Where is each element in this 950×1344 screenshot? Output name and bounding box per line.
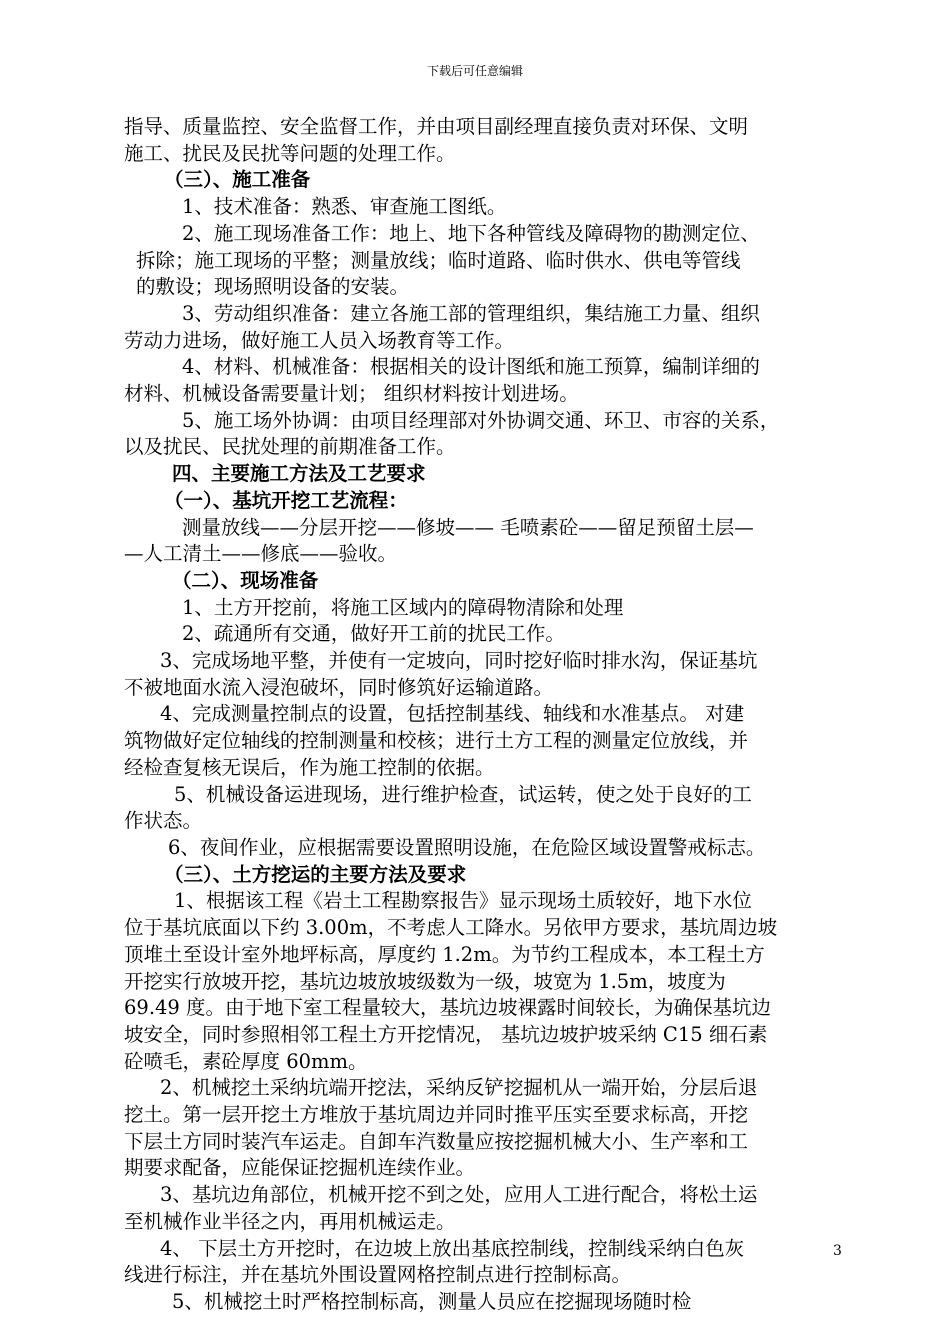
body-text-line: 下层土方同时装汽车运走。自卸车汽数量应按挖掘机械大小、生产率和工 <box>124 1129 749 1153</box>
body-text-line: 测量放线——分层开挖——修坡—— 毛喷素砼——留足预留土层— <box>182 515 754 539</box>
body-text-line: 开挖实行放坡开挖，基坑边坡放坡级数为一级，坡宽为 1.5m，坡度为 <box>124 969 726 993</box>
body-text-line: 3、基坑边角部位，机械开挖不到之处，应用人工进行配合，将松土运 <box>160 1183 758 1207</box>
page-header: 下载后可任意编辑 <box>426 64 523 78</box>
body-text-line: 69.49 度。由于地下室工程量较大，基坑边坡裸露时间较长，为确保基坑边 <box>124 996 772 1020</box>
body-text-line: 的敷设；现场照明设备的安装。 <box>136 275 410 299</box>
body-text-line: 2、机械挖土采纳坑端开挖法，采纳反铲挖掘机从一端开始，分层后退 <box>160 1076 758 1100</box>
body-text-line: 作状态。 <box>124 809 203 833</box>
body-text-line: 1、土方开挖前，将施工区域内的障碍物清除和处理 <box>182 595 624 619</box>
body-text-line: 施工、扰民及民扰等问题的处理工作。 <box>124 141 456 165</box>
body-text-line: 5、机械挖土时严格控制标高，测量人员应在挖掘现场随时检 <box>172 1289 692 1313</box>
body-text-line: 以及扰民、民扰处理的前期准备工作。 <box>124 435 456 459</box>
body-text-line: 期要求配备，应能保证挖掘机连续作业。 <box>124 1156 476 1180</box>
body-text-line: 位于基坑底面以下约 3.00m，不考虑人工降水。另依甲方要求，基坑周边坡 <box>124 916 778 940</box>
section-heading: （二）、现场准备 <box>172 568 319 592</box>
section-heading: 四、主要施工方法及工艺要求 <box>172 462 426 486</box>
body-text-line: 4、完成测量控制点的设置，包括控制基线、轴线和水准基点。 对建 <box>160 702 745 726</box>
body-text-line: —人工清土——修底——验收。 <box>124 542 398 566</box>
section-heading: （一）、基坑开挖工艺流程： <box>164 488 408 512</box>
body-text-line: 拆除；施工现场的平整；测量放线；临时道路、临时供水、供电等管线 <box>136 248 741 272</box>
body-text-line: 筑物做好定位轴线的控制测量和校核；进行土方工程的测量定位放线，并 <box>124 729 749 753</box>
body-text-line: 砼喷毛，素砼厚度 60mm。 <box>124 1049 368 1073</box>
body-text-line: 3、完成场地平整，并使有一定坡向，同时挖好临时排水沟，保证基坑 <box>160 649 758 673</box>
body-text-line: 劳动力进场，做好施工人员入场教育等工作。 <box>124 328 515 352</box>
body-text-line: 5、施工场外协调：由项目经理部对外协调交通、环卫、市容的关系， <box>182 408 780 432</box>
body-text-line: 4、材料、机械准备：根据相关的设计图纸和施工预算，编制详细的 <box>182 355 760 379</box>
body-text-line: 4、 下层土方开挖时，在边坡上放出基底控制线，控制线采纳白色灰 <box>160 1236 745 1260</box>
body-text-line: 6、夜间作业，应根据需要设置照明设施，在危险区域设置警戒标志。 <box>168 835 766 859</box>
body-text-line: 坡安全，同时参照相邻工程土方开挖情况， 基坑边坡护坡采纳 C15 细石素 <box>124 1022 768 1046</box>
body-text-line: 5、机械设备运进现场，进行维护检查，试运转，使之处于良好的工 <box>174 782 752 806</box>
body-text-line: 材料、机械设备需要量计划； 组织材料按计划进场。 <box>124 382 579 406</box>
document-body <box>124 114 852 1316</box>
body-text-line: 2、施工现场准备工作：地上、地下各种管线及障碍物的勘测定位、 <box>182 221 760 245</box>
section-heading: （三）、施工准备 <box>164 168 311 192</box>
body-text-line: 1、技术准备：熟悉、审查施工图纸。 <box>182 195 507 219</box>
page-number: 3 <box>833 1243 842 1259</box>
body-text-line: 至机械作业半径之内，再用机械运走。 <box>124 1209 456 1233</box>
body-text-line: 指导、质量监控、安全监督工作，并由项目副经理直接负责对环保、文明 <box>124 115 749 138</box>
body-text-line: 1、根据该工程《岩土工程勘察报告》显示现场土质较好，地下水位 <box>174 889 752 913</box>
body-text-line: 挖土。第一层开挖土方堆放于基坑周边并同时推平压实至要求标高，开挖 <box>124 1103 749 1127</box>
body-text-line: 经检查复核无误后，作为施工控制的依据。 <box>124 755 495 779</box>
body-text-line: 3、劳动组织准备：建立各施工部的管理组织，集结施工力量、组织 <box>182 301 760 325</box>
body-text-line: 不被地面水流入浸泡破坏，同时修筑好运输道路。 <box>124 675 554 699</box>
body-text-line: 线进行标注，并在基坑外围设置网格控制点进行控制标高。 <box>124 1263 632 1287</box>
body-text-line: 顶堆土至设计室外地坪标高，厚度约 1.2m。为节约工程成本，本工程土方 <box>124 942 765 966</box>
section-heading: （三）、土方挖运的主要方法及要求 <box>164 862 467 886</box>
body-text-line: 2、疏通所有交通，做好开工前的扰民工作。 <box>182 622 565 646</box>
